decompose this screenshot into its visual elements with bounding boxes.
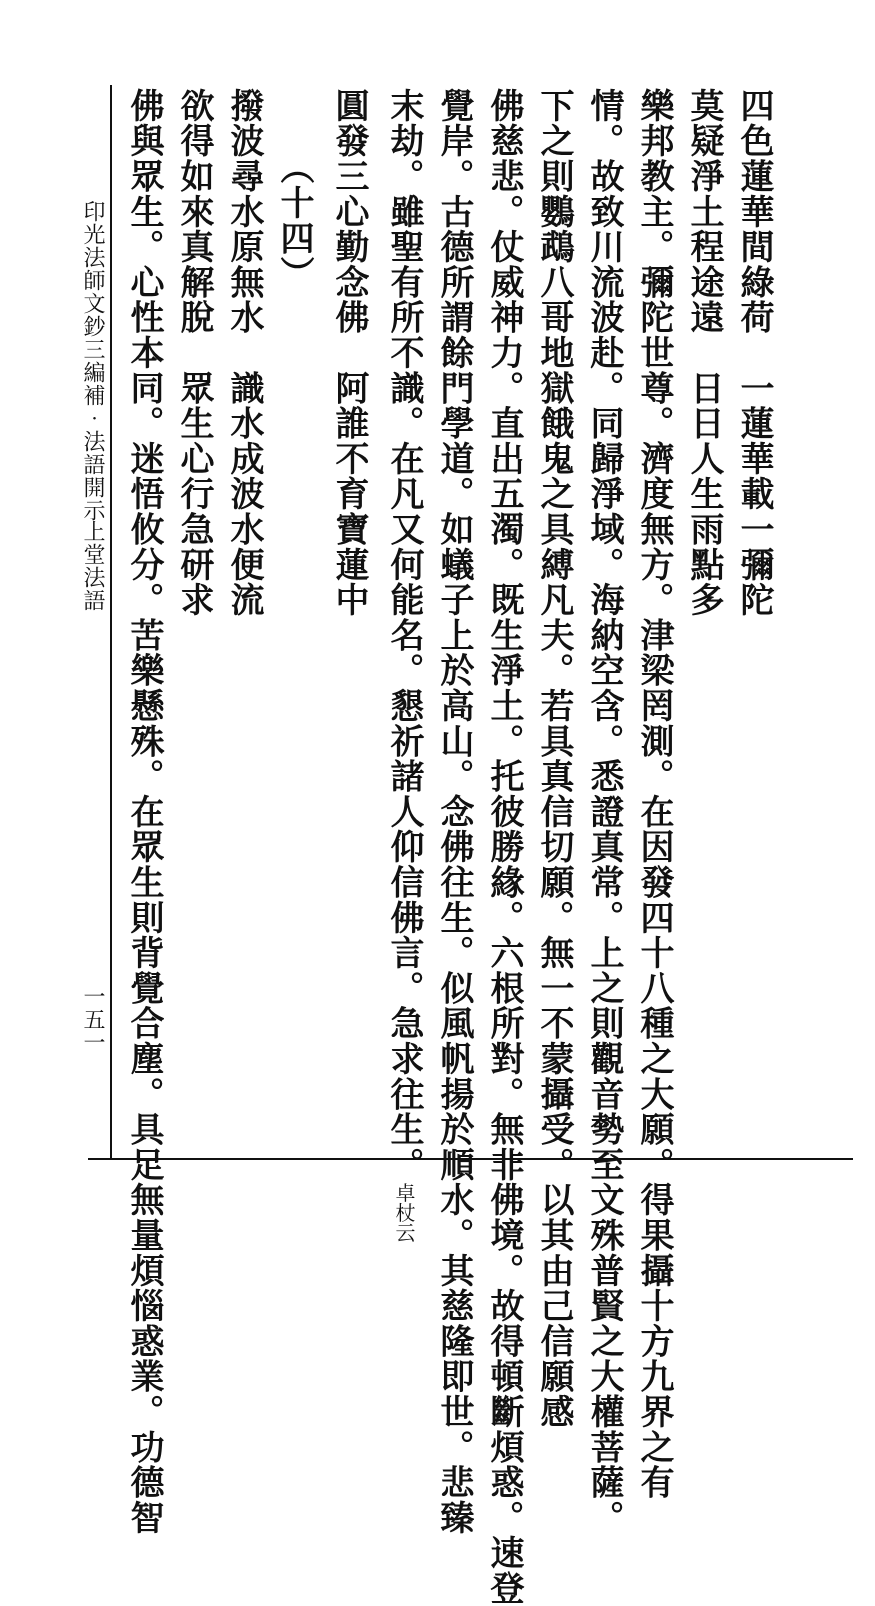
text-column-9: 圓發三心勤念佛 阿誰不育寶蓮中 xyxy=(329,88,369,618)
text-column-5: 下之則鸚鵡八哥地獄餓鬼之具縛凡夫。若具真信切願。無一不蒙攝受。以其由己信願感 xyxy=(534,88,574,1430)
column-8-text: 末劫。雖聖有所不識。在凡又何能名。懇祈諸人仰信佛言。急求往生。 xyxy=(384,88,424,1183)
text-column-12: 欲得如來真解脫 眾生心行急研求 xyxy=(174,88,214,618)
inline-annotation: 卓杖云 xyxy=(392,1182,416,1243)
text-column-2: 莫疑淨土程途遠 日日人生雨點多 xyxy=(684,88,724,618)
page-number: 一五一 xyxy=(80,985,105,1054)
text-column-7: 覺岸。古德所謂餘門學道。如蟻子上於高山。念佛往生。似風帆揚於順水。其慈隆即世。悲臻 xyxy=(434,88,474,1536)
margin-divider-vertical xyxy=(110,85,112,1160)
text-column-1: 四色蓮華間綠荷 一蓮華載一彌陀 xyxy=(734,88,774,618)
text-column-6: 佛慈悲。仗威神力。直出五濁。既生淨土。托彼勝緣。六根所對。無非佛境。故得頓斷煩惑。速登 xyxy=(484,88,524,1606)
book-title: 印光法師文鈔三編補‧法語開示 xyxy=(80,200,105,522)
text-column-3: 樂邦教主。彌陀世尊。濟度無方。津梁罔測。在因發四十八種之大願。得果攝十方九界之有 xyxy=(634,88,674,1500)
section-number: （十四） xyxy=(274,150,314,292)
section-title: 上堂法語 xyxy=(80,520,105,612)
text-column-8 xyxy=(380,88,428,1242)
text-column-4: 情。故致川流波赴。同歸淨域。海納空含。悉證真常。上之則觀音勢至文殊普賢之大權菩薩。 xyxy=(584,88,624,1536)
text-column-11: 撥波尋水原無水 識水成波水便流 xyxy=(224,88,264,618)
text-column-13: 佛與眾生。心性本同。迷悟攸分。苦樂懸殊。在眾生則背覺合塵。具足無量煩惱惑業。功德智 xyxy=(124,88,164,1536)
